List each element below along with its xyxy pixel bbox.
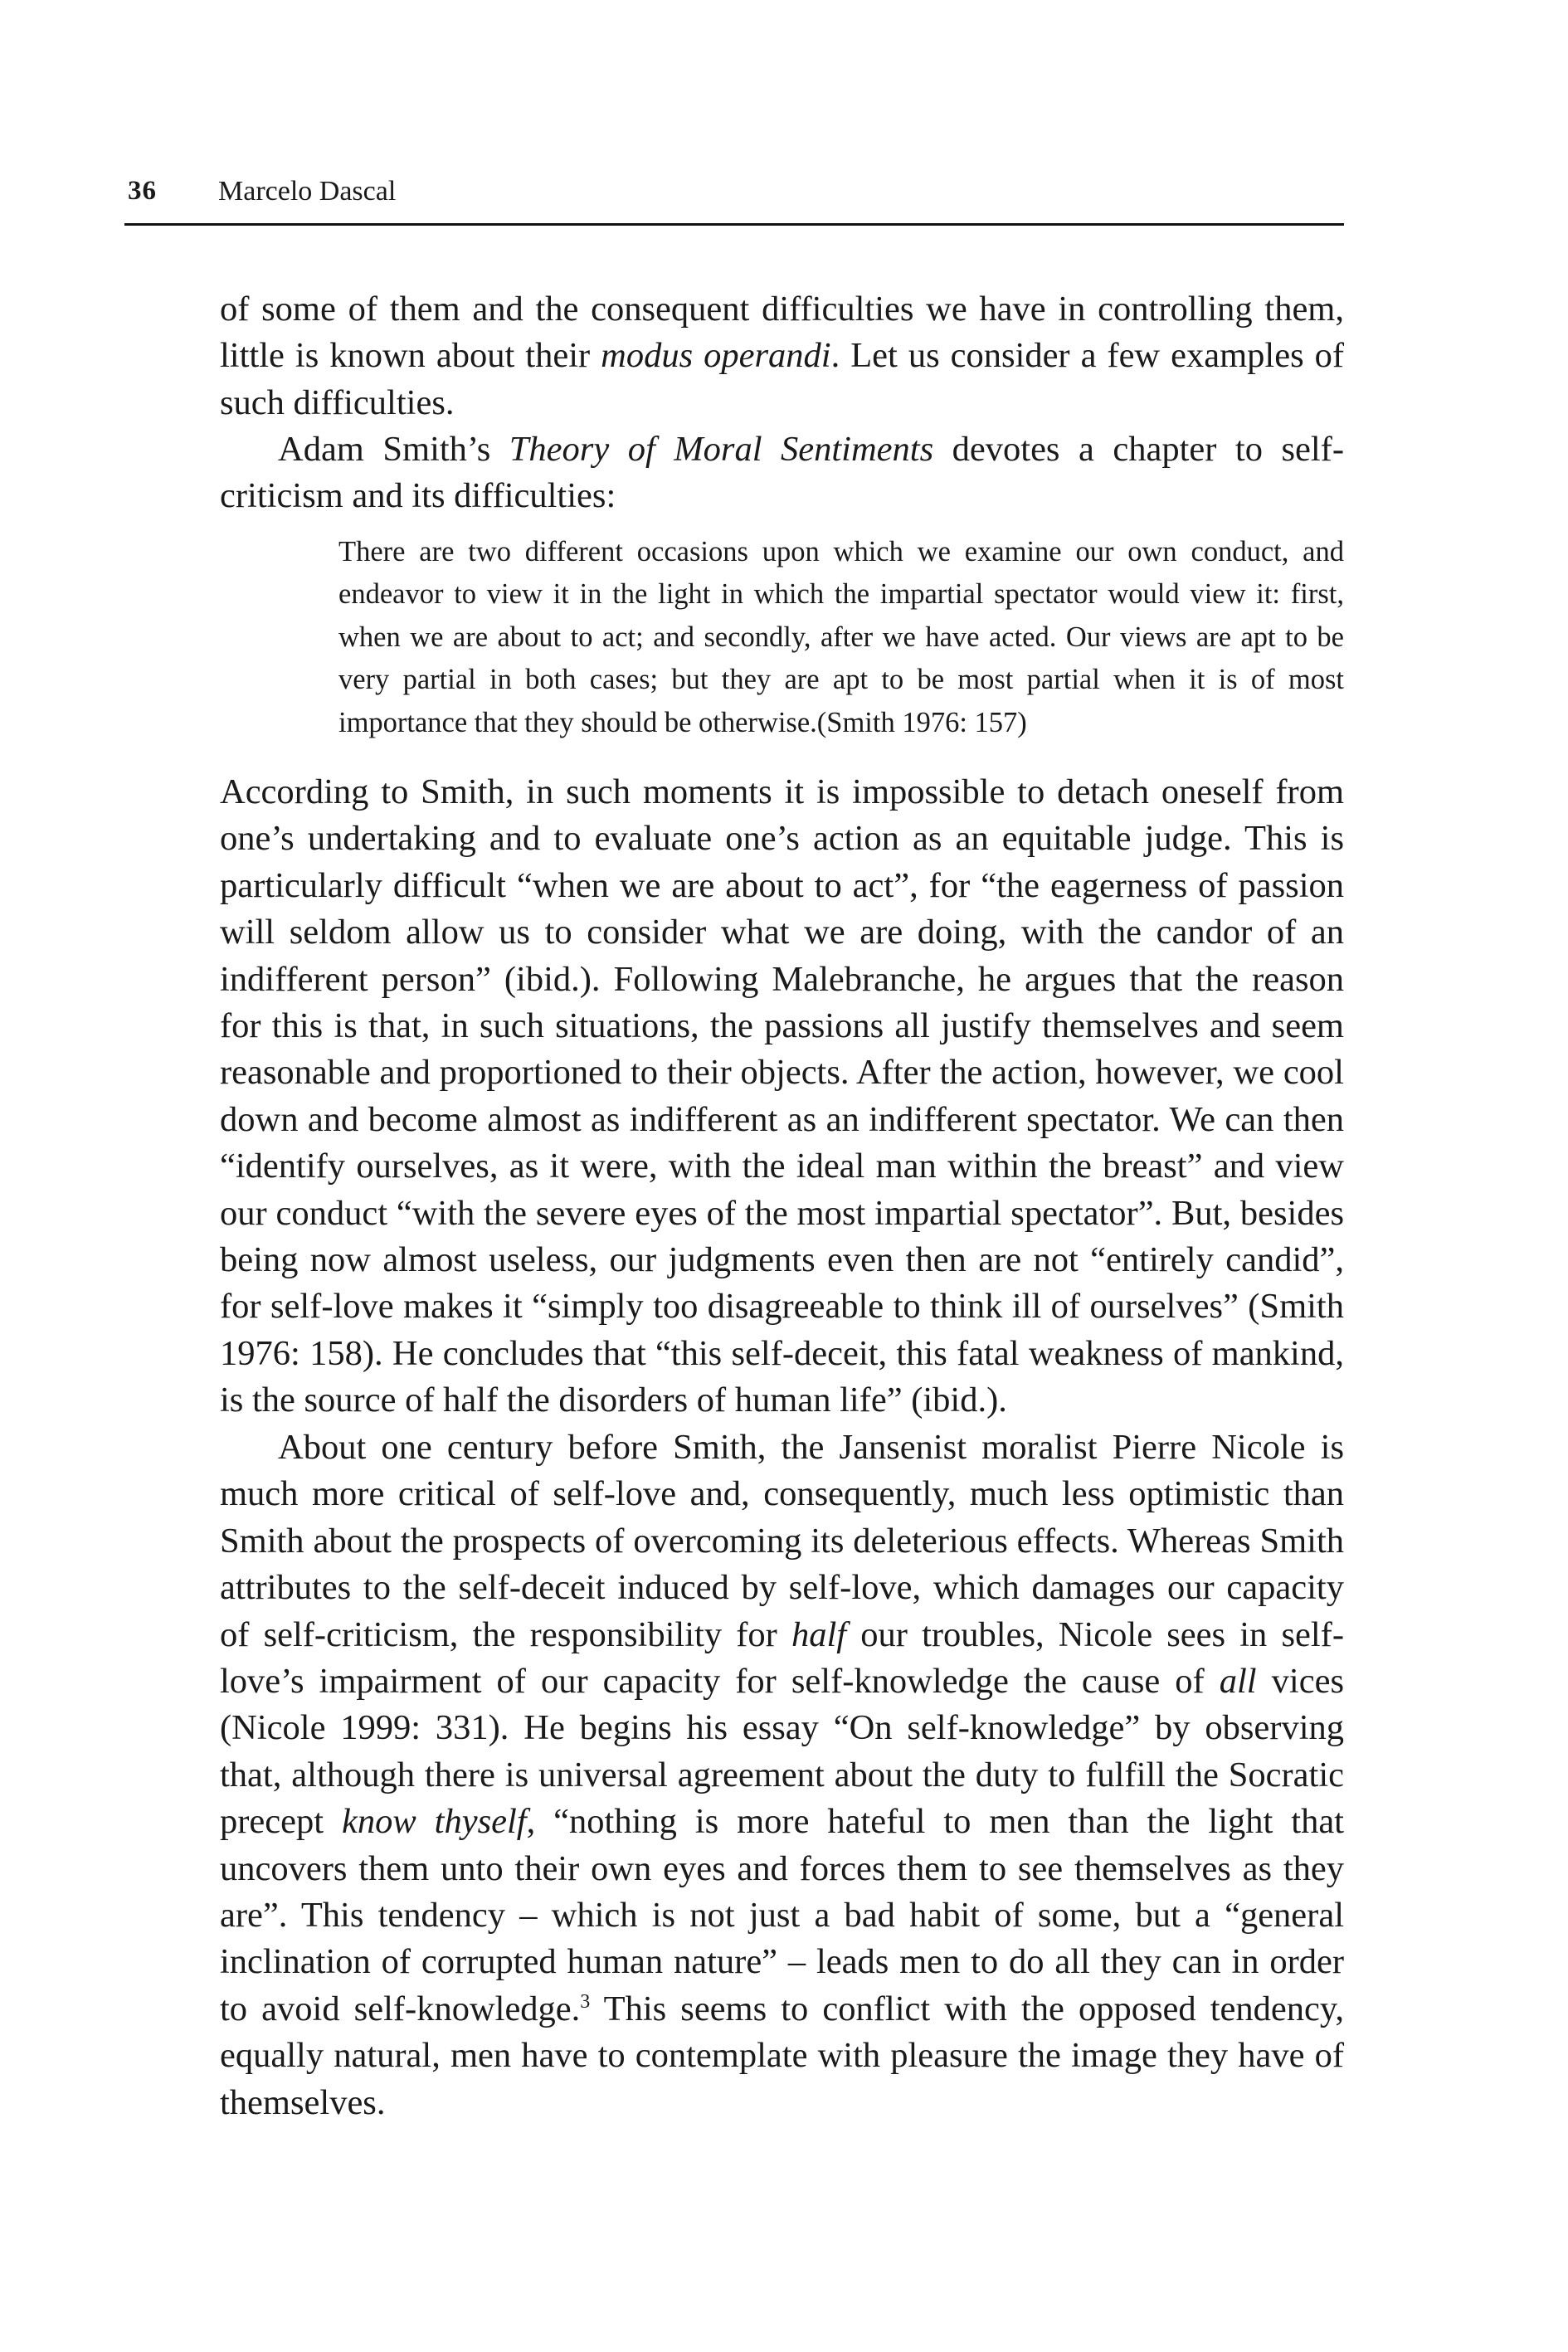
paragraph-2-italic: Theory of Moral Sentiments — [509, 430, 934, 469]
paragraph-4-italic-a: half — [791, 1614, 847, 1654]
paragraph-4-text-c: vices (Nicole 1999: 331). He begins his essay “On self-knowledge” by observing that, although there is universal agreement about the duty to fulfill the Socratic precept — [220, 1662, 1344, 1842]
paragraph-1-text-a: of some of them and the consequent difficulties we have in controlling them, little is known about their — [220, 290, 1344, 376]
running-head — [124, 176, 1344, 226]
paragraph-4-italic-c: know thyself — [342, 1802, 527, 1842]
paragraph-4-text-b: our troubles, Nicole sees in self-love’s impairment of our capacity for self-knowledge the cause of — [220, 1614, 1344, 1702]
paragraph-4-text-a: About one century before Smith, the Jansenist moralist Pierre Nicole is much more critical of self-love and, consequently, much less optimistic than Smith about the prospects of overcoming its deleterious effects. Whereas Smith attributes to the self-deceit induced by self-love, which damages our capacity of self-criticism, the responsibility for — [220, 1428, 1344, 1654]
page-number: 36 — [128, 176, 157, 206]
paragraph-4-italic-b: all — [1219, 1662, 1257, 1702]
paragraph-1-italic: modus operandi — [601, 336, 831, 376]
paragraph-4-text-e: This seems to conflict with the opposed tendency, equally natural, men have to contemplate with pleasure the image they have of themselves. — [220, 1989, 1344, 2122]
paragraph-3-text: According to Smith, in such moments it is impossible to detach oneself from one’s undertaking and to evaluate one’s action as an equitable judge. This is particularly difficult “when we are about to act”, for “the eagerness of passion will seldom allow us to consider what we are doing, with the candor of an indifferent person” (ibid.). Following Malebranche, he argues that the reason for this is that, in such situations, the passions all justify themselves and seem reasonable and proportioned to their objects. After the action, however, we cool down and become almost as indifferent as an indifferent spectator. We can then “identify ourselves, as it were, with the ideal man within the breast” and view our conduct “with the severe eyes of the most impartial spectator”. But, besides being now almost useless, our judgments even then are not “entirely candid”, for self-love makes it “simply too disagreeable to think ill of ourselves” (Smith 1976: 158). He concludes that “this self-deceit, this fatal weakness of mankind, is the source of half the disorders of human life” (ibid.). — [220, 772, 1344, 1420]
footnote-marker[interactable]: 3 — [580, 1990, 591, 2013]
paragraph-4-text-d: , “nothing is more hateful to men than the light that uncovers them unto their own eyes and forces them to see themselves as they are”. This tendency – which is not just a bad habit of some, but a “general inclination of corrupted human nature” – leads men to do all they can in order to avoid self-knowledge. — [220, 1802, 1344, 2028]
paragraph-2-text-a: Adam Smith’s — [278, 430, 509, 469]
paragraph-2-text-b: devotes a chapter to self-criticism and its difficulties: — [220, 430, 1344, 516]
paragraph-1-text-b: . Let us consider a few examples of such difficulties. — [220, 336, 1344, 422]
paragraph-1 — [220, 286, 1344, 426]
paragraph-4 — [220, 1424, 1344, 2126]
block-quote — [338, 531, 1344, 744]
paragraph-3 — [220, 769, 1344, 1424]
running-head-author: Marcelo Dascal — [218, 176, 397, 207]
block-quote-text: There are two different occasions upon which we examine our own conduct, and endeavor to view it in the light in which the impartial spectator would view it: first, when we are about to act; and secondly, after we have acted. Our views are apt to be very partial in both cases; but they are apt to be most partial when it is of most importance that they should be otherwise.(Smith 1976: 157) — [338, 536, 1344, 738]
paragraph-2 — [220, 426, 1344, 520]
